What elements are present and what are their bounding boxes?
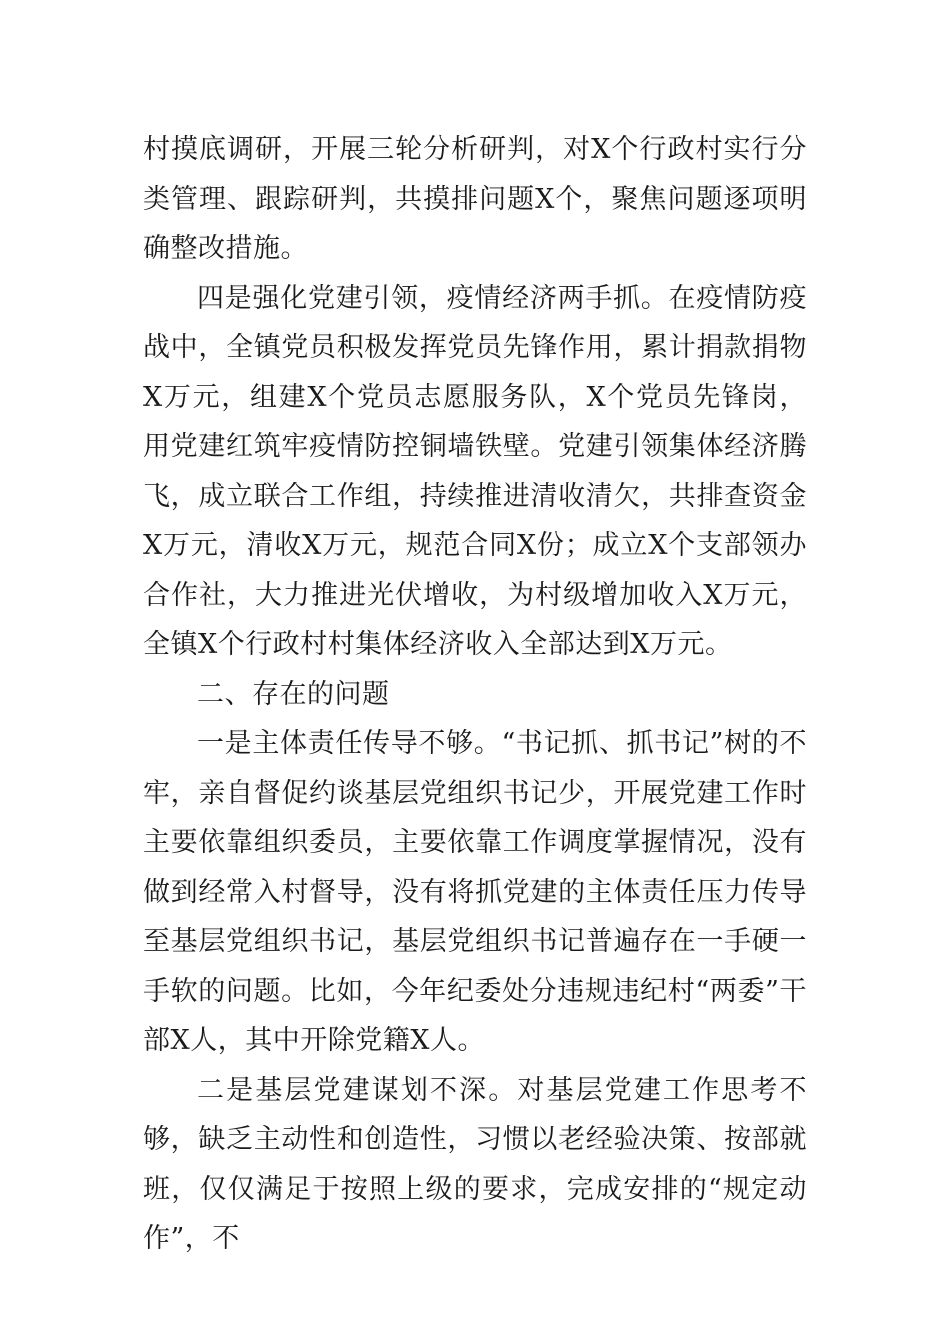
paragraph-problem-one: 一是主体责任传导不够。“书记抓、抓书记”树的不牢，亲自督促约谈基层党组织书记少，开展党建工作时主要依靠组织委员，主要依靠工作调度掌握情况，没有做到经常入村督导，没有将抓党建的主体责任压力传导至基层党组织书记，基层党组织书记普遍存在一手硬一手软的问题。比如，今年纪委处分违规违纪村“两委”干部X人，其中开除党籍X人。 bbox=[143, 728, 807, 1056]
paragraph-continued: 村摸底调研，开展三轮分析研判，对X个行政村实行分类管理、跟踪研判，共摸排问题X个，聚焦问题逐项明确整改措施。 bbox=[143, 134, 807, 264]
paragraph-problem-two: 二是基层党建谋划不深。对基层党建工作思考不够，缺乏主动性和创造性，习惯以老经验决策、按部就班，仅仅满足于按照上级的要求，完成安排的“规定动作”，不 bbox=[143, 1074, 807, 1254]
paragraph-point-four: 四是强化党建引领，疫情经济两手抓。在疫情防疫战中，全镇党员积极发挥党员先锋作用，累计捐款捐物X万元，组建X个党员志愿服务队，X个党员先锋岗，用党建红筑牢疫情防控铜墙铁壁。党建引领集体经济腾飞，成立联合工作组，持续推进清收清欠，共排查资金X万元，清收X万元，规范合同X份；成立X个支部领办合作社，大力推进光伏增收，为村级增加收入X万元，全镇X个行政村村集体经济收入全部达到X万元。 bbox=[143, 282, 807, 660]
section-heading-problems: 二、存在的问题 bbox=[197, 678, 390, 710]
document-body bbox=[143, 125, 807, 1264]
